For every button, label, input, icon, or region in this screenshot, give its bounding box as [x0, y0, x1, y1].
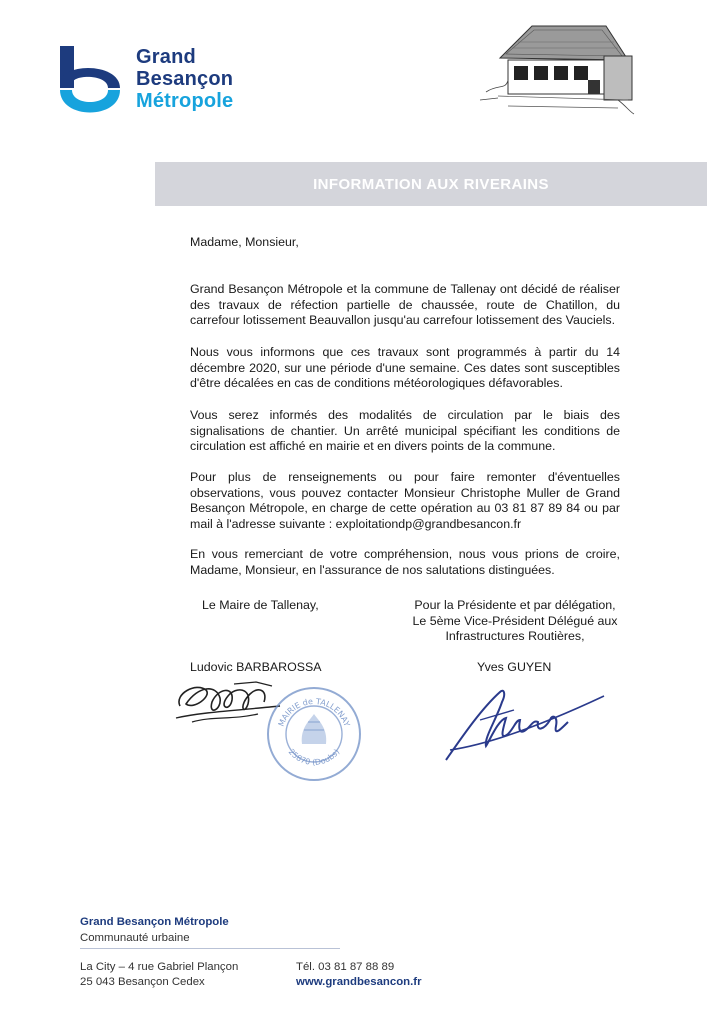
- president-line: Le 5ème Vice-Président Délégué aux: [412, 613, 618, 628]
- letter-paragraph: Grand Besançon Métropole et la commune de Tallenay ont décidé de réaliser des travaux de réfection partielle de chaussée, route de Chatillon, du carrefour lotissement Beauvallon jusqu'au carrefour lotissement des Vauciels.: [190, 282, 620, 328]
- footer-phone: Tél. 03 81 87 88 89: [296, 961, 395, 973]
- grand-besancon-logo: [58, 44, 258, 120]
- stamp-bottom-text: 25870 (Doubs): [286, 747, 342, 767]
- logo-text-line2: Besançon: [136, 68, 234, 90]
- letter-paragraph: Nous vous informons que ces travaux sont programmés à partir du 14 décembre 2020, sur une période d'une semaine. Ces dates sont susceptibles d'être décalées en cas de conditions météorologiques défavorables.: [190, 345, 620, 391]
- svg-text:25870 (Doubs): [287, 747, 342, 767]
- logo-text-line1: Grand: [136, 46, 196, 68]
- president-line: Pour la Présidente et par délégation,: [414, 598, 616, 612]
- info-banner: [155, 162, 707, 206]
- logo-b-mark: [58, 44, 122, 116]
- letter-salutation: Madame, Monsieur,: [190, 235, 299, 249]
- mayor-title: Le Maire de Tallenay,: [202, 598, 319, 612]
- stamp-top-text: MAIRIE de TALLENAY: [276, 696, 352, 728]
- president-name: Yves GUYEN: [477, 660, 552, 674]
- logo-text-line3: Métropole: [136, 90, 234, 112]
- president-signature: [440, 680, 608, 766]
- mairie-stamp: [264, 684, 364, 784]
- president-delegation-block: [400, 598, 630, 645]
- house-illustration: [478, 20, 638, 120]
- banner-title: INFORMATION AUX RIVERAINS: [313, 176, 549, 193]
- president-line: Infrastructures Routières,: [445, 629, 585, 644]
- footer-subtitle: Communauté urbaine: [80, 932, 190, 944]
- letter-paragraph: En vous remerciant de votre compréhension, nous vous prions de croire, Madame, Monsieur, en l'assurance de nos salutations distinguées.: [190, 547, 620, 577]
- mayor-name: Ludovic BARBAROSSA: [190, 660, 322, 674]
- footer-address-line1: La City – 4 rue Gabriel Plançon: [80, 961, 239, 973]
- letter-paragraph: Vous serez informés des modalités de circulation par le biais des signalisations de chantier. Un arrêté municipal spécifiant les conditions de circulation est affiché en mairie et en divers points de la commune.: [190, 408, 620, 454]
- footer-org-name: Grand Besançon Métropole: [80, 916, 229, 928]
- footer-divider: [80, 948, 340, 949]
- letter-paragraph: Pour plus de renseignements ou pour faire remonter d'éventuelles observations, vous pouvez contacter Monsieur Christophe Muller de Grand Besançon Métropole, en charge de cette opération au 03 81 87 89 84 ou par mail à l'adresse suivante : exploitationdp@grandbesancon.fr: [190, 470, 620, 531]
- footer-website-link[interactable]: www.grandbesancon.fr: [296, 976, 422, 988]
- footer-address-line2: 25 043 Besançon Cedex: [80, 976, 205, 988]
